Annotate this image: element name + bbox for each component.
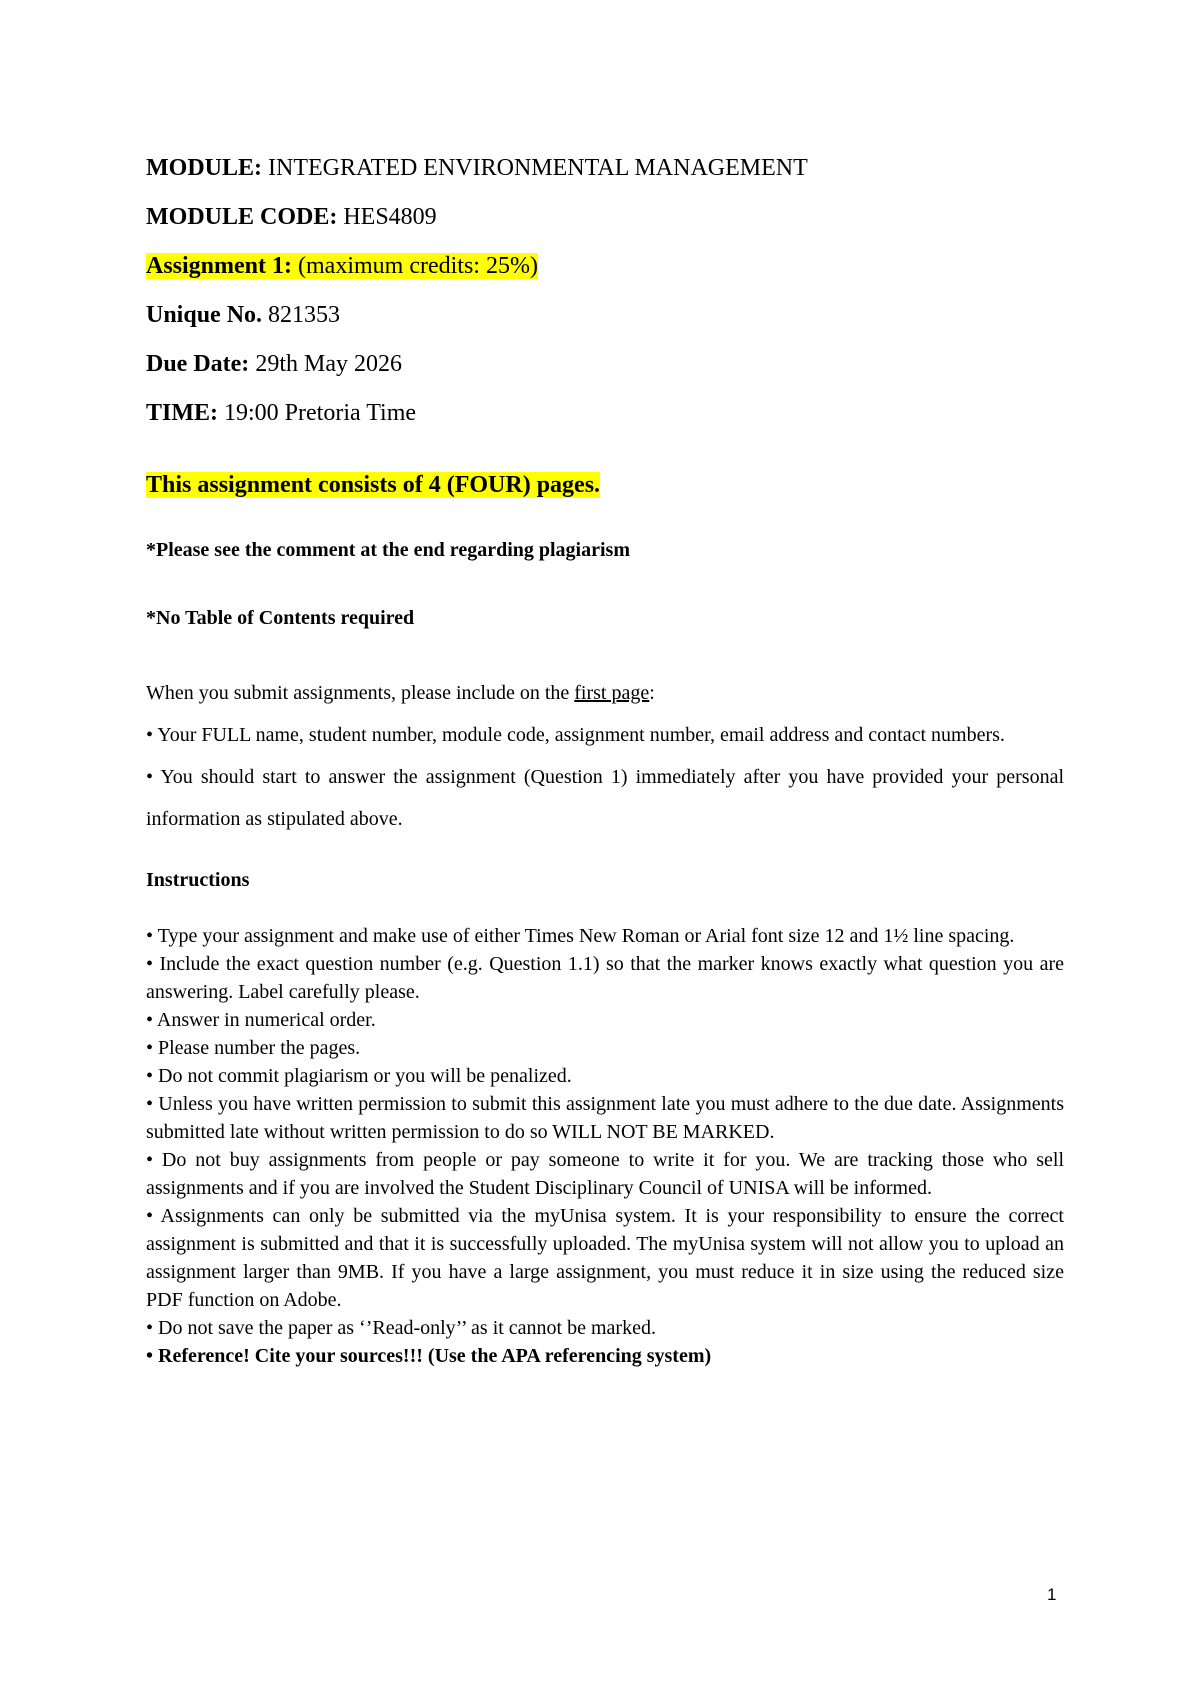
intro-bullet: • You should start to answer the assignment (Question 1) immediately after you have provided your personal information as stipulated above.: [146, 766, 1064, 830]
instructions-list: [146, 922, 1064, 1370]
due-date-label: Due Date:: [146, 351, 250, 377]
instructions-heading: Instructions: [146, 869, 250, 891]
time-line: [146, 389, 1064, 438]
instruction-item: • Answer in numerical order.: [146, 1009, 376, 1031]
module-line: [146, 144, 1064, 193]
assignment-value: (maximum credits: 25%): [298, 253, 538, 279]
unique-number-value: 821353: [268, 302, 341, 328]
module-code-line: [146, 193, 1064, 242]
plagiarism-note: *Please see the comment at the end regarding plagiarism: [146, 539, 630, 561]
time-label: TIME:: [146, 400, 218, 426]
toc-note: *No Table of Contents required: [146, 607, 415, 629]
instruction-item: • Include the exact question number (e.g. Question 1.1) so that the marker knows exactly what question you are answering. Label carefully please.: [146, 953, 1064, 1003]
time-value: 19:00 Pretoria Time: [224, 400, 417, 426]
due-date-line: [146, 340, 1064, 389]
intro-lead-colon: :: [649, 682, 655, 704]
instruction-item: • Unless you have written permission to submit this assignment late you must adhere to the due date. Assignments submitted late without written permission to do so WILL NOT BE MARKED.: [146, 1093, 1064, 1143]
assignment-label: Assignment 1:: [146, 253, 293, 279]
assignment-highlight: [146, 253, 538, 279]
instruction-item: • Please number the pages.: [146, 1037, 361, 1059]
pages-notice-line: [146, 468, 1064, 502]
module-code-value: HES4809: [343, 204, 437, 230]
instruction-item: • Do not save the paper as ‘’Read-only’’ as it cannot be marked.: [146, 1317, 656, 1339]
module-code-label: MODULE CODE:: [146, 204, 338, 230]
unique-number-label: Unique No.: [146, 302, 263, 328]
module-value: INTEGRATED ENVIRONMENTAL MANAGEMENT: [268, 155, 808, 181]
instruction-item: • Type your assignment and make use of either Times New Roman or Arial font size 12 and 1½ line spacing.: [146, 925, 1015, 947]
assignment-line: [146, 242, 1064, 291]
unique-number-line: [146, 291, 1064, 340]
instruction-item: • Do not buy assignments from people or pay someone to write it for you. We are tracking those who sell assignments and if you are involved the Student Disciplinary Council of UNISA will be informed.: [146, 1149, 1064, 1199]
instruction-item-reference: • Reference! Cite your sources!!! (Use the APA referencing system): [146, 1345, 712, 1367]
intro-lead: [146, 672, 1064, 714]
first-page-underlined: first page: [574, 682, 650, 704]
intro-bullet: • Your FULL name, student number, module code, assignment number, email address and contact numbers.: [146, 724, 1005, 746]
instruction-item: • Do not commit plagiarism or you will be penalized.: [146, 1065, 572, 1087]
intro-lead-text: When you submit assignments, please include on the: [146, 682, 575, 704]
module-label: MODULE:: [146, 155, 262, 181]
page-content: [146, 144, 1064, 1370]
pages-notice: This assignment consists of 4 (FOUR) pages.: [146, 472, 601, 498]
instruction-item: • Assignments can only be submitted via the myUnisa system. It is your responsibility to ensure the correct assignment is submitted and that it is successfully uploaded. The myUnisa system will not allow you to upload an assignment larger than 9MB. If you have a large assignment, you must reduce it in size using the reduced size PDF function on Adobe.: [146, 1205, 1064, 1311]
due-date-value: 29th May 2026: [255, 351, 402, 377]
submission-intro: [146, 672, 1064, 840]
page-number: 1: [1047, 1585, 1057, 1604]
